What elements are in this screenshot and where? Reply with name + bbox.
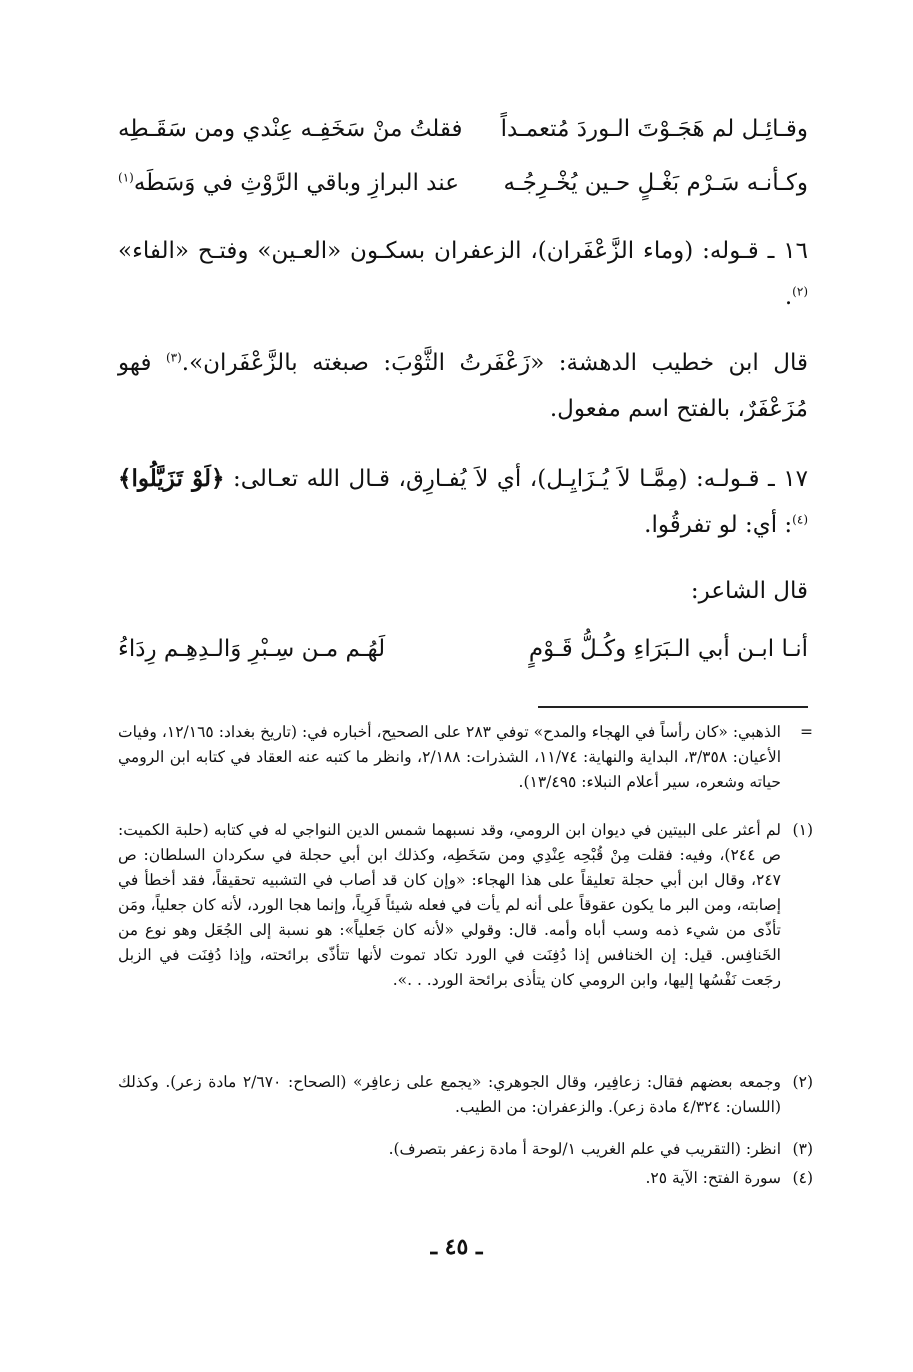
verse-2-second-text: عند البرازِ وباقي الرَّوْثِ في وَسَطَه — [133, 170, 459, 196]
paragraph-17 — [118, 456, 808, 548]
footnote-4-number: (٤) — [792, 1169, 813, 1187]
verse-1 — [118, 116, 808, 156]
paragraph-khatib-before: قال ابن خطيب الدهشة: «زَعْفَرتُ الثَّوْبَ: صبغته بالزَّعْفَران». — [181, 350, 808, 376]
paragraph-khatib-after: فهو مُزَعْفَرٌ، بالفتح اسم مفعول. — [118, 350, 808, 422]
footnote-3-number: (٣) — [792, 1140, 813, 1158]
paragraph-16: ١٦ ـ قـوله: (وماء الزَّعْفَران)، الزعفران بسكـون «العـين» وفتـح «الفاء» $^{(٢)}$. — [118, 238, 808, 310]
footnote-1-number: (١) — [792, 821, 813, 839]
verse-1-first-hemistich: وقـائِـل لم هَجَـوْتَ الـوردَ مُتعمـداً — [500, 116, 808, 142]
verse-3 — [118, 636, 808, 676]
footnote-4-text: سورة الفتح: الآية ٢٥. — [645, 1169, 781, 1187]
verse-2-second-hemistich — [118, 170, 459, 196]
footnote-continuation — [118, 720, 813, 795]
footnote-4 — [118, 1166, 813, 1191]
footnote-1-text: لم أعثر على البيتين في ديوان ابن الرومي، وقد نسبهما شمس الدين النواجي له في كتابه (حلبة الكميت: ص ٢٤٤)، وفيه: فقلت مِنْ قُبْحِه عِنْدِي ومن سَخَطِه، وكذلك ابن أبي حجلة في سكردان السلطان: ص ٢٤٧، وقال ابن أبي حجلة تعليقاً على هذا الهجاء: «وإن كان قد أصاب في التشبيه تحقيقاً، فقد أخطأ في إصابته، ومن البر ما يكون عقوقاً على أنه لم يأت في فعله شيئاً فَرِياً، وإنما هجا الورد، لأنه كان جعلياً، ومَن تأذّى من شيء ذمه وسب أباه وأمه. قال: وقولي «لأنه كان جَعلياً»: هو نسبة إلى الجُعَل وهو نوع من الخَنافِس. قيل: إن الخنافس إذا دُفِنَت في الورد تكاد تموت لأنها تتأذّى برائحته، وإذا دُفِنَت في الزبل رجَعت نَفْسُها إليها، وابن الرومي كان يتأذى برائحة الورد. . .». — [118, 821, 781, 989]
poet-label: قال الشاعر: — [690, 578, 808, 604]
footnote-ref-1[interactable]: (١) — [118, 170, 134, 185]
paragraph-khatib — [118, 340, 808, 432]
paragraph-17-after: : أي: لو تفرقُوا. — [644, 512, 793, 538]
footnote-3 — [118, 1137, 813, 1162]
verse-1-second-hemistich: فقلتُ منْ سَخَفِـه عِنْدي ومن سَقَـطِه — [118, 116, 463, 142]
footnote-marker: = — [800, 723, 813, 741]
footnote-2-text: وجمعه بعضهم فقال: زعافِير، وقال الجوهري: «يجمع على زعافِر» (الصحاح: ٢/٦٧٠ مادة زعر). وكذلك (اللسان: ٤/٣٢٤ مادة زعر). والزعفران: من الطيب. — [118, 1073, 781, 1116]
paragraph-16-text: ١٦ ـ قـوله: (وماء الزَّعْفَران)، الزعفران بسكـون «العـين» وفتـح «الفاء» — [118, 238, 808, 264]
quran-quote: ﴿لَوْ تَزَيَّلُوا﴾ — [118, 465, 225, 492]
footnote-2-number: (٢) — [792, 1073, 813, 1091]
paragraph-17-before: ١٧ ـ قـولـه: (مِمَّـا لاَ يُـزَايِـل)، أي لاَ يُفـارِق، قـال الله تعـالى: — [224, 466, 808, 492]
verse-2 — [118, 170, 808, 210]
footnote-text: الذهبي: «كان رأساً في الهجاء والمدح» توفي ٢٨٣ على الصحيح، أخباره في: (تاريخ بغداد: ١٢/١٦٥، وفيات الأعيان: ٣/٣٥٨، البداية والنهاية: ١١/٧٤، الشذرات: ٢/١٨٨، وانظر ما كتبه عنه العقاد في كتابه ابن الرومي حياته وشعره، سير أعلام النبلاء: ١٣/٤٩٥). — [118, 723, 781, 791]
footnote-1 — [118, 818, 813, 993]
verse-3-second-hemistich: لَهُـم مـن سِـبْرِ وَالـدِهِـم رِدَاءُ — [118, 636, 386, 662]
verse-2-first-hemistich: وكـأنـه سَـرْم بَغْـلٍ حـين يُخْـرِجُـه — [503, 170, 808, 196]
footnote-ref-4[interactable]: (٤) — [792, 512, 808, 527]
footnote-2 — [118, 1070, 813, 1120]
footnote-separator — [538, 706, 808, 708]
verse-3-first-hemistich: أنـا ابـن أبي الـبَرَاءِ وكُـلُّ قَـوْمٍ — [528, 636, 808, 662]
page-number: ـ ٤٥ ـ — [430, 1234, 483, 1260]
footnote-3-text: انظر: (التقريب في علم الغريب ١/لوحة أ مادة زعفر بتصرف). — [388, 1140, 781, 1158]
footnote-ref-3[interactable]: (٣) — [165, 350, 182, 365]
footnote-ref-2[interactable]: (٢) — [792, 284, 808, 299]
